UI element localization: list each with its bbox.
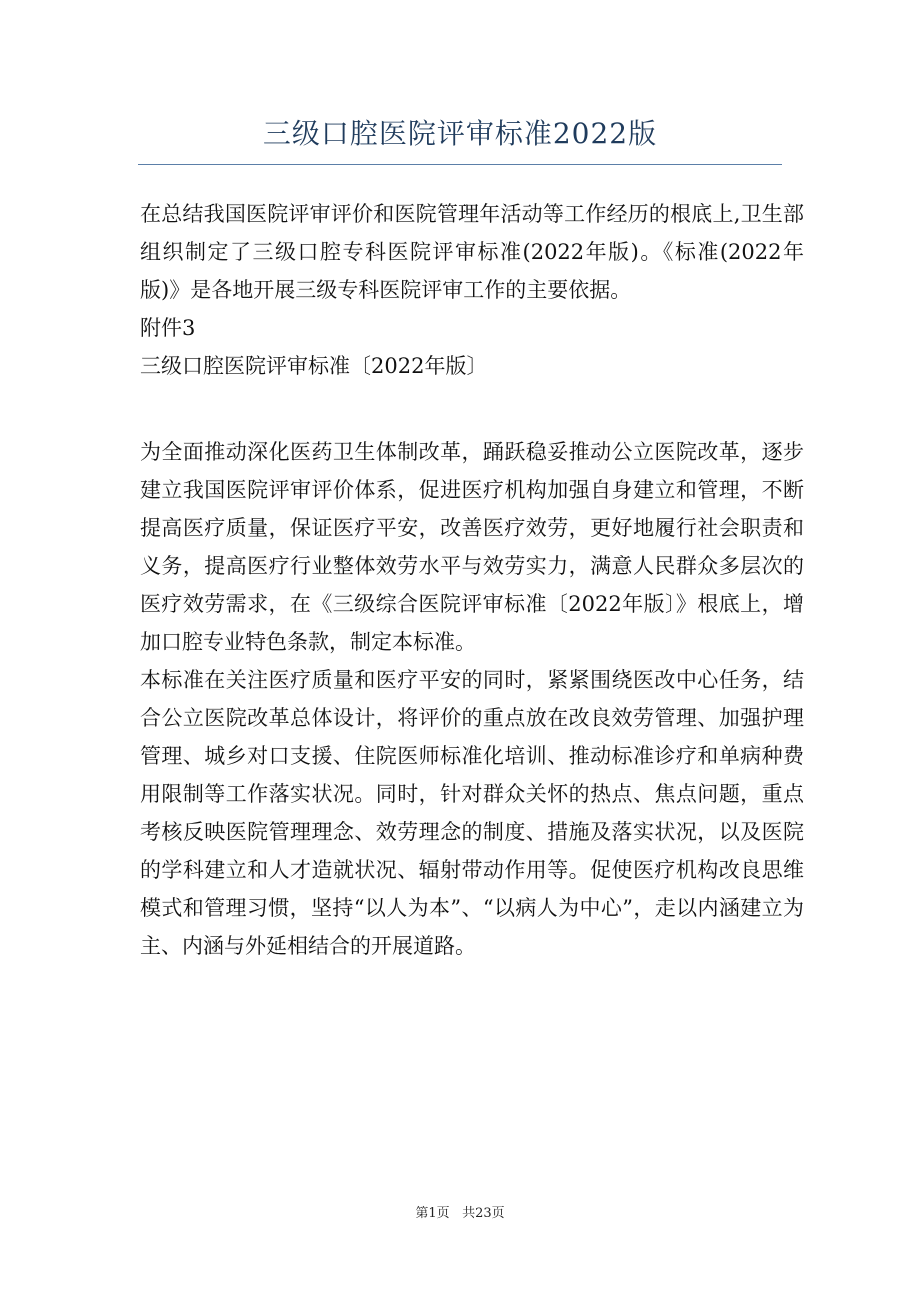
body-paragraph-2: 本标准在关注医疗质量和医疗平安的同时，紧紧围绕医改中心任务，结合公立医院改革总体设计，将评价的重点放在改良效劳管理、加强护理管理、城乡对口支援、住院医师标准化培训、推动标准诊疗和单病种费用限制等工作落实状况。同时，针对群众关怀的热点、焦点问题，重点考核反映医院管理理念、效劳理念的制度、措施及落实状况，以及医院的学科建立和人才造就状况、辐射带动作用等。促使医疗机构改良思维模式和管理习惯，坚持“以人为本”、“以病人为中心”，走以内涵建立为主、内涵与外延相结合的开展道路。 [140, 668, 804, 958]
page-total: 共23页 [462, 1206, 505, 1221]
title-underline [138, 164, 782, 165]
document-body [140, 195, 804, 965]
footer-separator [450, 1206, 462, 1221]
body-paragraph-1: 为全面推动深化医药卫生体制改革，踊跃稳妥推动公立医院改革，逐步建立我国医院评审评价体系，促进医疗机构加强自身建立和管理，不断提高医疗质量，保证医疗平安，改善医疗效劳，更好地履行社会职责和义务，提高医疗行业整体效劳水平与效劳实力，满意人民群众多层次的医疗效劳需求，在《三级综合医院评审标准〔2022年版〕》根底上，增加口腔专业特色条款，制定本标准。 [140, 440, 804, 654]
document-title: 三级口腔医院评审标准2022版 [262, 117, 658, 150]
attachment-title: 三级口腔医院评审标准〔2022年版〕 [140, 354, 488, 378]
page-number: 第1页 [415, 1206, 450, 1221]
page-footer [0, 1204, 920, 1224]
attachment-label: 附件3 [140, 316, 196, 340]
paragraph-spacer [140, 385, 804, 433]
intro-paragraph: 在总结我国医院评审评价和医院管理年活动等工作经历的根底上,卫生部组织制定了三级口腔专科医院评审标准(2022年版)。《标准(2022年版)》是各地开展三级专科医院评审工作的主要依据。 [140, 202, 804, 302]
